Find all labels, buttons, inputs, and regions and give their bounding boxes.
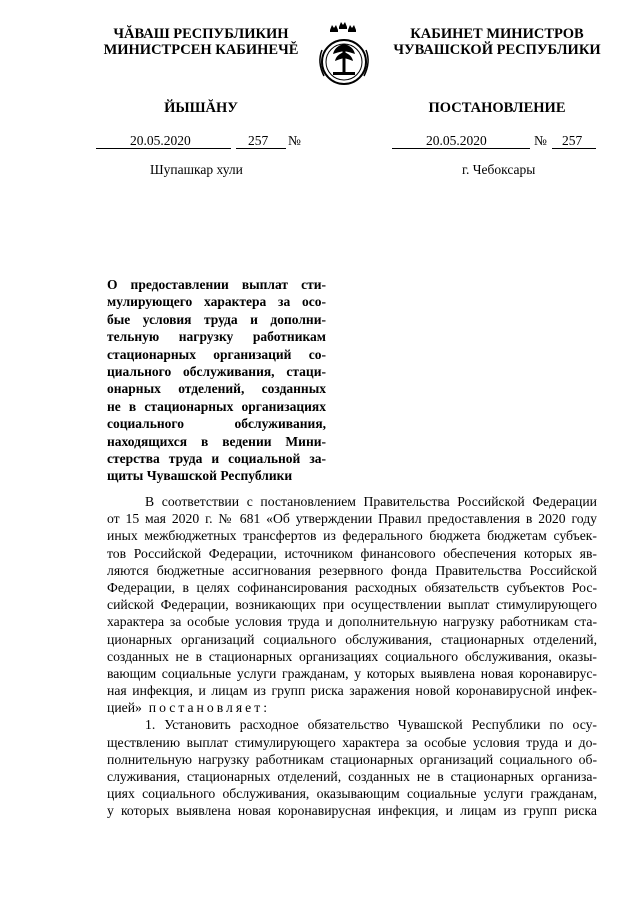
header-left-line-2: МИНИСТРСЕН КАБИНЕЧĔ <box>103 42 299 58</box>
document-title <box>107 276 326 485</box>
title-line: бые условия труда и дополни- <box>107 311 326 327</box>
body-line: Федерации, в целях софинансирования расходных обязательств субъектов Рос- <box>107 579 597 595</box>
body-line: ществлению выплат стимулирующего характера за особые условия труда и до- <box>107 734 597 750</box>
body-line: В соответствии с постановлением Правительства Российской Федерации <box>145 494 597 509</box>
registration-right <box>392 133 606 149</box>
number-sign-right: № <box>534 133 547 148</box>
title-line: находящихся в ведении Мини- <box>107 433 326 449</box>
title-line: не в стационарных организациях <box>107 398 326 414</box>
title-line: социального обслуживания, <box>107 416 326 432</box>
registration-number-right: 257 <box>562 133 583 148</box>
city-right: г. Чебоксары <box>462 162 536 177</box>
body-line: тов Российской Федерации, источником финансового обеспечения которых яв- <box>107 545 597 561</box>
document-body <box>107 493 597 820</box>
doc-type-right: ПОСТАНОВЛЕНИЕ <box>428 100 566 116</box>
body-line: служивания, стационарных отделений, созданных не в стационарных организа- <box>107 769 597 784</box>
body-line: характера за особые условия труда и дополнительную нагрузку работникам ста- <box>107 614 597 630</box>
doc-type-left: ЙЫШĂНУ <box>164 100 238 116</box>
body-line: ная инфекция, и лицам из групп риска заражения новой коронавирусной инфек- <box>107 683 597 699</box>
title-line: стерства труда и социальной за- <box>107 451 326 467</box>
header-right <box>392 26 602 58</box>
header-left-line-1: ЧĂВАШ РЕСПУБЛИКИН <box>113 26 289 42</box>
body-line: 1. Установить расходное обязательство Чувашской Республики по осу- <box>145 717 597 733</box>
body-line: у которых выявлена новая коронавирусная инфекция, и лицам из групп риска <box>107 803 597 819</box>
body-line-decree <box>107 699 597 716</box>
coat-of-arms-icon <box>313 20 375 90</box>
title-line: тельную нагрузку работникам <box>107 329 326 345</box>
body-line: иных межбюджетных трансфертов из федерального бюджета бюджетам субъек- <box>107 528 597 544</box>
title-line: стационарных организаций со- <box>107 346 326 362</box>
number-sign-left: № <box>288 133 301 148</box>
title-line: мулирующего характера за осо- <box>107 294 326 310</box>
header-right-line-2: ЧУВАШСКОЙ РЕСПУБЛИКИ <box>393 42 601 58</box>
body-line: ционарных организаций социального обслуживания, стационарных отделений, <box>107 631 597 647</box>
header-right-line-1: КАБИНЕТ МИНИСТРОВ <box>410 26 584 42</box>
title-line: циального обслуживания, стаци- <box>107 364 326 380</box>
body-line: созданных не в стационарных организациях социального обслуживания, оказы- <box>107 648 597 664</box>
body-line: циях социального обслуживания, оказывающим социальные услуги гражданам, <box>107 786 597 802</box>
body-line: от 15 мая 2020 г. № 681 «Об утверждении Правил предоставления в 2020 году <box>107 511 597 527</box>
body-line: ляются бюджетные ассигнования резервного фонда Правительства Российской <box>107 562 597 578</box>
registration-number-left: 257 <box>248 133 269 148</box>
title-line: онарных отделений, созданных <box>107 381 326 397</box>
body-line: цией» <box>107 700 142 716</box>
registration-date-left: 20.05.2020 <box>130 133 191 148</box>
city-left: Шупашкар хули <box>150 162 243 177</box>
decree-word: постановляет: <box>148 700 270 716</box>
registration-date-right: 20.05.2020 <box>426 133 487 148</box>
title-line: О предоставлении выплат сти- <box>107 277 326 292</box>
body-line: сийской Федерации, возникающих при осуществлении выплат стимулирующего <box>107 597 597 613</box>
title-line: щиты Чувашской Республики <box>107 468 293 484</box>
body-line: полнительную нагрузку работникам стационарных организаций социального об- <box>107 751 597 767</box>
registration-left <box>96 133 310 149</box>
body-line: вающим социальные услуги гражданам, у которых выявлена новая коронавирус- <box>107 665 597 681</box>
header-left <box>96 26 306 58</box>
